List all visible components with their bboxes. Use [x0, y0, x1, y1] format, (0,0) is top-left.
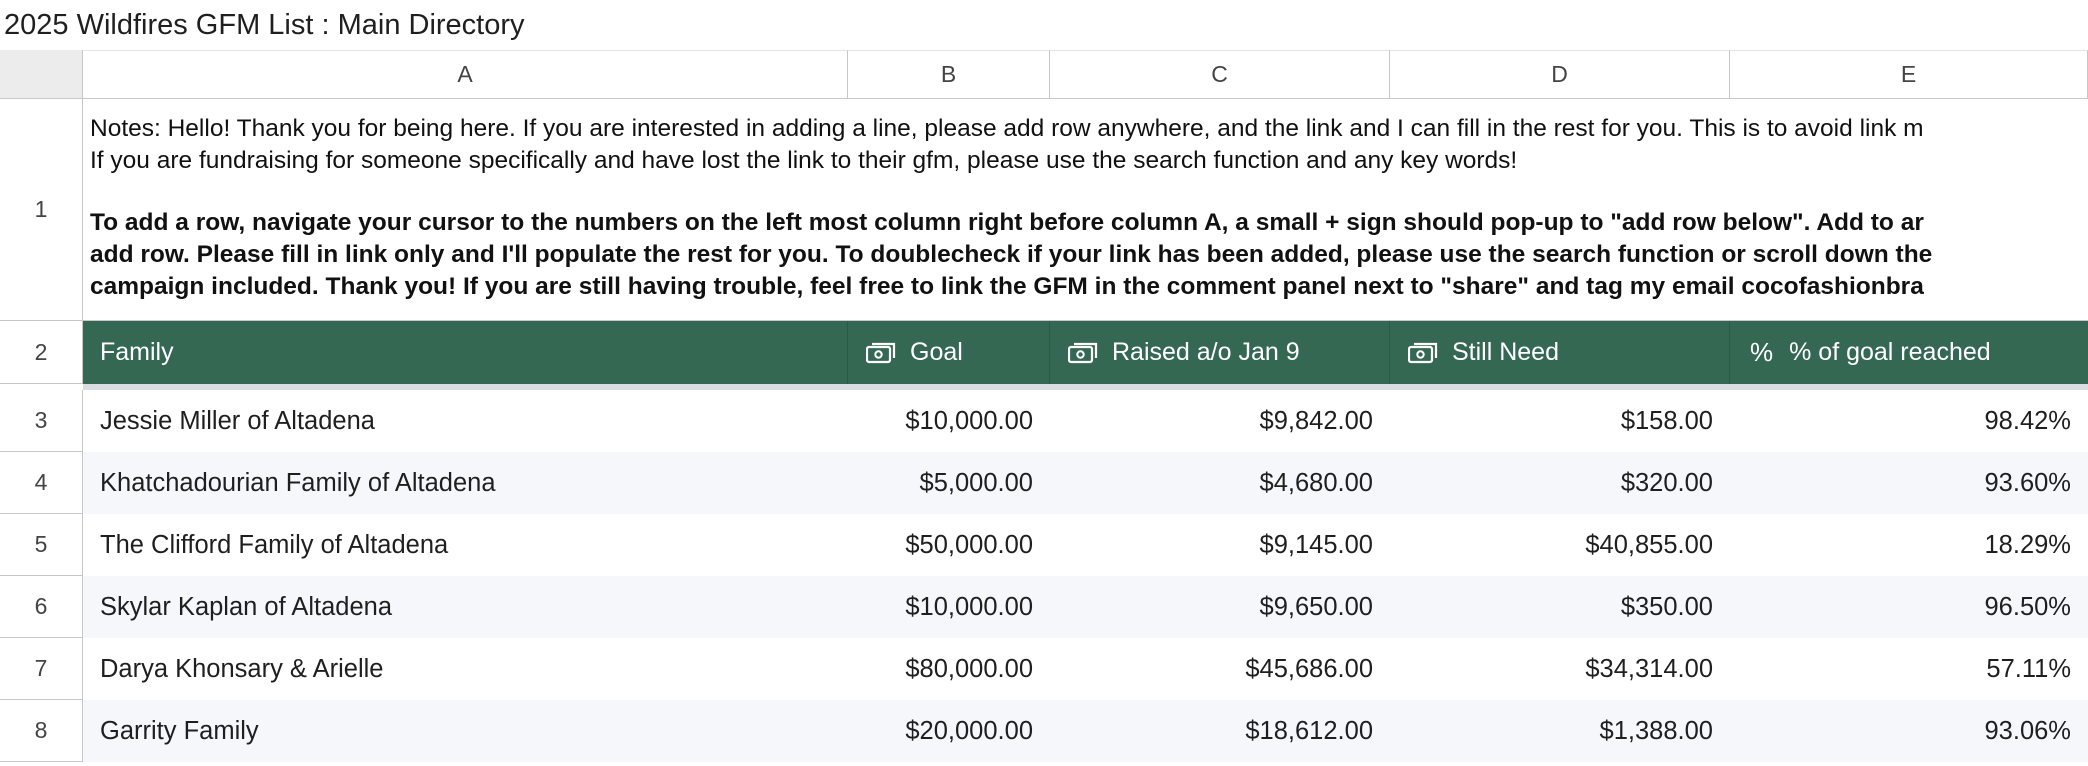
sheet-title: 2025 Wildfires GFM List : Main Directory	[4, 8, 525, 41]
money-icon	[866, 342, 896, 364]
spreadsheet-grid[interactable]	[0, 50, 2088, 766]
header-cell-pct[interactable]	[1730, 321, 2088, 384]
cell-pct[interactable]: 96.50%	[1984, 592, 2071, 621]
cell-raised[interactable]: $9,650.00	[1259, 592, 1373, 621]
cell-goal[interactable]: $5,000.00	[919, 468, 1033, 497]
notes-line: To add a row, navigate your cursor to the numbers on the left most column right before column A, a small + sign should pop-up to "add row below". Add to ar	[90, 209, 1924, 236]
row-header-2[interactable]: 2	[0, 321, 83, 384]
cell-still-need[interactable]: $1,388.00	[1599, 716, 1713, 745]
table-row	[83, 576, 2088, 638]
cell-family[interactable]: The Clifford Family of Altadena	[100, 530, 449, 559]
header-pct-label: % of goal reached	[1789, 338, 1991, 366]
cell-raised[interactable]: $9,145.00	[1259, 530, 1373, 559]
table-row	[83, 452, 2088, 514]
column-header-b[interactable]: B	[848, 50, 1050, 99]
cell-goal[interactable]: $20,000.00	[905, 716, 1033, 745]
row-header-8[interactable]: 8	[0, 700, 83, 762]
cell-still-need[interactable]: $40,855.00	[1585, 530, 1713, 559]
cell-raised[interactable]: $18,612.00	[1245, 716, 1373, 745]
header-raised-label: Raised a/o Jan 9	[1112, 338, 1300, 366]
header-cell-still-need[interactable]	[1390, 321, 1730, 384]
cell-still-need[interactable]: $320.00	[1620, 468, 1713, 497]
cell-family[interactable]: Garrity Family	[100, 716, 259, 745]
cell-pct[interactable]: 93.60%	[1984, 468, 2071, 497]
notes-cell[interactable]	[83, 99, 2088, 321]
table-header-row	[83, 321, 2088, 384]
money-icon	[1408, 342, 1438, 364]
cell-pct[interactable]: 98.42%	[1984, 406, 2071, 435]
column-header-e[interactable]: E	[1730, 50, 2088, 99]
cell-raised[interactable]: $4,680.00	[1259, 468, 1373, 497]
cell-still-need[interactable]: $350.00	[1620, 592, 1713, 621]
cell-goal[interactable]: $50,000.00	[905, 530, 1033, 559]
percent-icon: %	[1750, 337, 1774, 367]
cell-family[interactable]: Skylar Kaplan of Altadena	[100, 592, 393, 621]
table-row	[83, 638, 2088, 700]
header-cell-raised[interactable]	[1050, 321, 1390, 384]
cell-pct[interactable]: 57.11%	[1986, 654, 2071, 683]
cell-pct[interactable]: 18.29%	[1984, 530, 2071, 559]
header-cell-goal[interactable]	[848, 321, 1050, 384]
cell-raised[interactable]: $45,686.00	[1245, 654, 1373, 683]
notes-line: add row. Please fill in link only and I'll populate the rest for you. To doublecheck if your link has been added, please use the search function or scroll down the	[90, 241, 1933, 268]
cell-family[interactable]: Darya Khonsary & Arielle	[100, 654, 384, 683]
table-row	[83, 390, 2088, 452]
table-row	[83, 700, 2088, 762]
column-header-d[interactable]: D	[1390, 50, 1730, 99]
header-still-need-label: Still Need	[1452, 338, 1559, 366]
column-header-c[interactable]: C	[1050, 50, 1390, 99]
row-header-1[interactable]: 1	[0, 99, 83, 321]
cell-raised[interactable]: $9,842.00	[1259, 406, 1373, 435]
cell-still-need[interactable]: $158.00	[1620, 406, 1713, 435]
notes-line: If you are fundraising for someone specifically and have lost the link to their gfm, please use the search function and any key words!	[90, 147, 1518, 174]
cell-pct[interactable]: 93.06%	[1984, 716, 2071, 745]
header-cell-family[interactable]	[83, 321, 848, 384]
header-goal-label: Goal	[910, 338, 963, 366]
cell-goal[interactable]: $10,000.00	[905, 592, 1033, 621]
notes-line: Notes: Hello! Thank you for being here. If you are interested in adding a line, please add row anywhere, and the link and I can fill in the rest for you. This is to avoid link m	[90, 115, 1924, 142]
row-header-6[interactable]: 6	[0, 576, 83, 638]
row-header-3[interactable]: 3	[0, 390, 83, 452]
cell-still-need[interactable]: $34,314.00	[1585, 654, 1713, 683]
cell-family[interactable]: Jessie Miller of Altadena	[100, 406, 375, 435]
row-header-5[interactable]: 5	[0, 514, 83, 576]
row-header-7[interactable]: 7	[0, 638, 83, 700]
table-row	[83, 514, 2088, 576]
column-header-a[interactable]: A	[83, 50, 848, 99]
cell-goal[interactable]: $80,000.00	[905, 654, 1033, 683]
select-all-corner[interactable]	[0, 50, 83, 99]
notes-line: campaign included. Thank you! If you are still having trouble, feel free to link the GFM in the comment panel next to "share" and tag my email cocofashionbra	[90, 273, 1924, 300]
money-icon	[1068, 342, 1098, 364]
cell-goal[interactable]: $10,000.00	[905, 406, 1033, 435]
row-header-4[interactable]: 4	[0, 452, 83, 514]
cell-family[interactable]: Khatchadourian Family of Altadena	[100, 468, 496, 497]
header-family-label: Family	[100, 338, 174, 366]
